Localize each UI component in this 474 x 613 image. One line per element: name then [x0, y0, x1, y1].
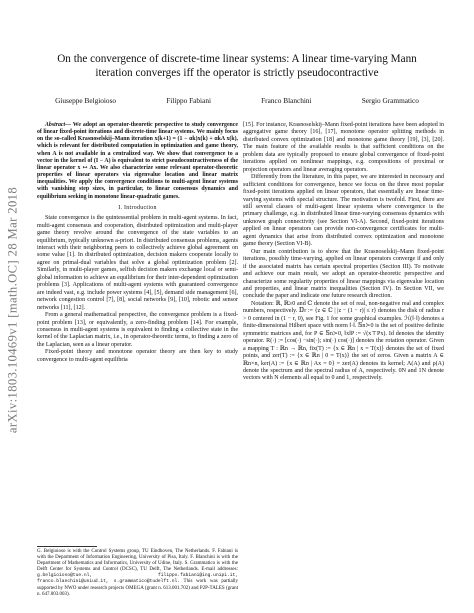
- abstract-text: — We adopt an operator-theoretic perspective to study convergence of linear fixed-point iterations and discrete-time linear systems. We mainly focus on the so-called Krasnoselskij–Mann iteration x(k+1) = (1 − αk)x(k) + αkA x(k), which is relevant for distributed computation in optimization and game theory, when A is not available in a centralized way. We show that convergence to a vector in the kernel of (I − A) is equivalent to strict pseudocontractiveness of the linear operator x ↦ Ax. We also characterize some relevant operator-theoretic properties of linear operators via eigenvalue location and linear matrix inequalities. We apply the convergence conditions to multi-agent linear systems with vanishing step sizes, in particular, to linear consensus dynamics and equilibrium seeking in monotone linear-quadratic games.: [37, 122, 238, 200]
- abstract-lead: Abstract: [45, 122, 66, 128]
- author: Filippo Fabiani: [166, 96, 211, 105]
- paragraph: State convergence is the quintessential problem in multi-agent systems. In fact, multi-agent consensus and cooperation, distributed optimization and multi-player game theory revolve around the convergence of the state variables to an equilibrium, typically unknown a-priori. In distributed consensus problems, agents interact with their neighboring peers to collectively achieve global agreement on some value [1]. In distributed optimization, decision makers cooperate locally to agree on primal-dual variables that solve a global optimization problem [2]. Similarly, in multi-player games, selfish decision makers exchange local or semi-global information to achieve an equilibrium for their inter-dependent optimization problems [3]. Applications of multi-agent systems with guaranteed convergence are indeed vast, e.g. include power systems [4], [5], demand side management [6], network congestion control [7], [8], social networks [9], [10], robotic and sensor networks [11], [12].: [37, 215, 238, 311]
- footnote-rule: [37, 546, 97, 547]
- author: Franco Blanchini: [261, 96, 312, 105]
- arxiv-identifier-sidebar: [0, 70, 26, 550]
- footnote-affiliations: G. Belgioioso is with the Control Systems group, TU Eindhoven, The Netherlands. F. Fabiani is with the Department of Information Engineering, University of Pisa, Italy. F. Blanchini is with the Department of Mathematics and Informatics, University of Udine, Italy. S. Grammatico is with the Delft Center for Systems and Control (DCSC), TU Delft, The Netherlands. E-mail addresses:: [37, 549, 238, 573]
- paper-title: On the convergence of discrete-time linear systems: A linear time-varying Mann iteration converges iff the operator is strictly pseudocontractive: [57, 53, 417, 79]
- author: Sergio Grammatico: [361, 96, 419, 105]
- author: Giuseppe Belgioioso: [55, 96, 117, 105]
- arxiv-id: arXiv:1803.10469v1 [math.OC] 28 Mar 2018: [5, 186, 20, 434]
- paragraph: From a general mathematical perspective, the convergence problem is a fixed-point problem [13], or equivalently, a zero-finding problem [14]. For example, consensus in multi-agent systems is equivalent to finding a collective state in the kernel of the Laplacian matrix, i.e., in operator-theoretic terms, to finding a zero of the Laplacian, seen as a linear operator.: [37, 312, 238, 348]
- paragraph: [15]. For instance, Krasnoselskij–Mann fixed-point iterations have been adopted in aggregative game theory [16], [17], monotone operator splitting methods in distributed convex optimization [18] and monotone game theory [19], [3], [20]. The main feature of the available results is that sufficient conditions on the problem data are typically proposed to ensure global convergence of fixed-point iterations applied on nonlinear mappings, e.g. compositions of proximal or projection operators and linear averaging operators.: [243, 122, 445, 173]
- paragraph: Differently from the literature, in this paper, we are interested in necessary and sufficient conditions for convergence, hence we focus on the three most popular fixed-point iterations applied on linear operators, that essentially are linear time-varying systems with special structure. The motivation is twofold. First, there are still several classes of multi-agent linear systems where convergence is the primary challenge, e.g. in distributed linear time-varying consensus dynamics with unknown graph connectivity (see Section VI-A). Second, fixed-point iterations applied on linear operators can provide non-convergence certificates for multi-agent dynamics that arise from distributed convex optimization and monotone game theory (Section VI-B).: [243, 174, 444, 248]
- footnote: [37, 546, 238, 598]
- notation-paragraph: Notation: ℝ, ℝ≥0 and ℂ denote the set of real, non-negative real and complex numbers, respectively. 𝔻r := {z ∈ ℂ | |z − (1 − r)| ≤ r} denotes the disk of radius r > 0 centered in (1 − r, 0), see Fig. 1 for some graphical examples. ℋ(‖·‖) denotes a finite-dimensional Hilbert space with norm ‖·‖. 𝕊n≻0 is the set of positive definite symmetric matrices and, for P ∈ 𝕊n≻0, ‖x‖P := √(x⊤Px). Id denotes the identity operator. R(·) := [cos(·) −sin(·); sin(·) cos(·)] denotes the rotation operator. Given a mapping T : ℝn → ℝn, fix(T) := {x ∈ ℝn | x = T(x)} denotes the set of fixed points, and zer(T) := {x ∈ ℝn | 0 = T(x)} the set of zeros. Given a matrix A ∈ ℝn×n, ker(A) := {x ∈ ℝn | Ax = 0} = zer(A) denotes its kernel; Λ(A) and ρ(A) denote the spectrum and the spectral radius of A, respectively. 0N and 1N denote vectors with N elements all equal to 0 and 1, respectively.: [243, 300, 444, 382]
- paragraph: Our main contribution is to show that the Krasnoselskij–Mann fixed-point iterations, possibly time-varying, applied on linear operators converge if and only if the associated matrix has certain spectral properties (Section III). To motivate and achieve our main result, we adopt an operator-theoretic perspective and characterize some regularity properties of linear mappings via eigenvalue location and properties, and linear matrix inequalities (Section IV). In Section VII, we conclude the paper and indicate one future research direction.: [243, 248, 444, 300]
- author-list: [30, 96, 444, 105]
- abstract: [37, 122, 238, 201]
- footnote-funding: This work was partially supported by NWO under research projects OMEGA (grant n. 613.001.702) and P2P-TALES (grant n. 647.003.003).: [37, 579, 238, 597]
- left-column: [37, 122, 238, 364]
- paragraph: Fixed-point theory and monotone operator theory are then key to study convergence to multi-agent equilibria: [37, 349, 238, 363]
- section-heading-introduction: I. Introduction: [118, 204, 157, 211]
- footnote-emails: g.belgioioso@tue.nl, filippo.fabiani@ing.unipi.it, franco.blanchini@uniud.it, s.grammatico@tudelft.nl.: [37, 573, 238, 585]
- right-column: [243, 122, 444, 383]
